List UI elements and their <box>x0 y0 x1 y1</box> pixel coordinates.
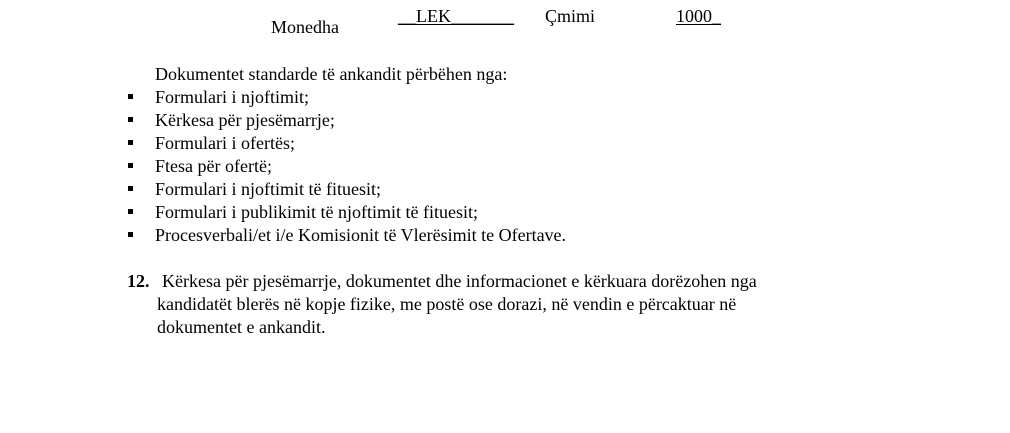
paragraph-line: kandidatët blerës në kopje fizike, me postë ose dorazi, në vendin e përcaktuar në <box>157 294 737 314</box>
list-item-text: Formulari i njoftimit të fituesit; <box>155 179 381 199</box>
price-value: 1000_ <box>676 6 721 26</box>
bullet-icon <box>128 94 133 99</box>
list-item-text: Ftesa për ofertë; <box>155 156 272 176</box>
bullet-icon <box>128 209 133 214</box>
bullet-icon <box>128 117 133 122</box>
bullet-icon <box>128 140 133 145</box>
list-item-text: Formulari i njoftimit; <box>155 87 309 107</box>
currency-label: Monedha <box>271 17 339 37</box>
paragraph-line: Kërkesa për pjesëmarrje, dokumentet dhe informacionet e kërkuara dorëzohen nga <box>162 271 757 291</box>
bullet-icon <box>128 186 133 191</box>
list-item-text: Kërkesa për pjesëmarrje; <box>155 110 335 130</box>
documents-intro: Dokumentet standarde të ankandit përbëhen nga: <box>155 64 508 84</box>
price-label: Çmimi <box>545 6 596 26</box>
list-item-text: Procesverbali/et i/e Komisionit të Vlerësimit te Ofertave. <box>155 225 567 245</box>
list-item-text: Formulari i publikimit të njoftimit të fituesit; <box>155 202 478 222</box>
currency-value: __LEK_______ <box>398 6 514 26</box>
bullet-icon <box>128 163 133 168</box>
list-item-text: Formulari i ofertës; <box>155 133 295 153</box>
section-number: 12. <box>127 271 150 291</box>
paragraph-line: dokumentet e ankandit. <box>157 317 326 337</box>
bullet-icon <box>128 232 133 237</box>
